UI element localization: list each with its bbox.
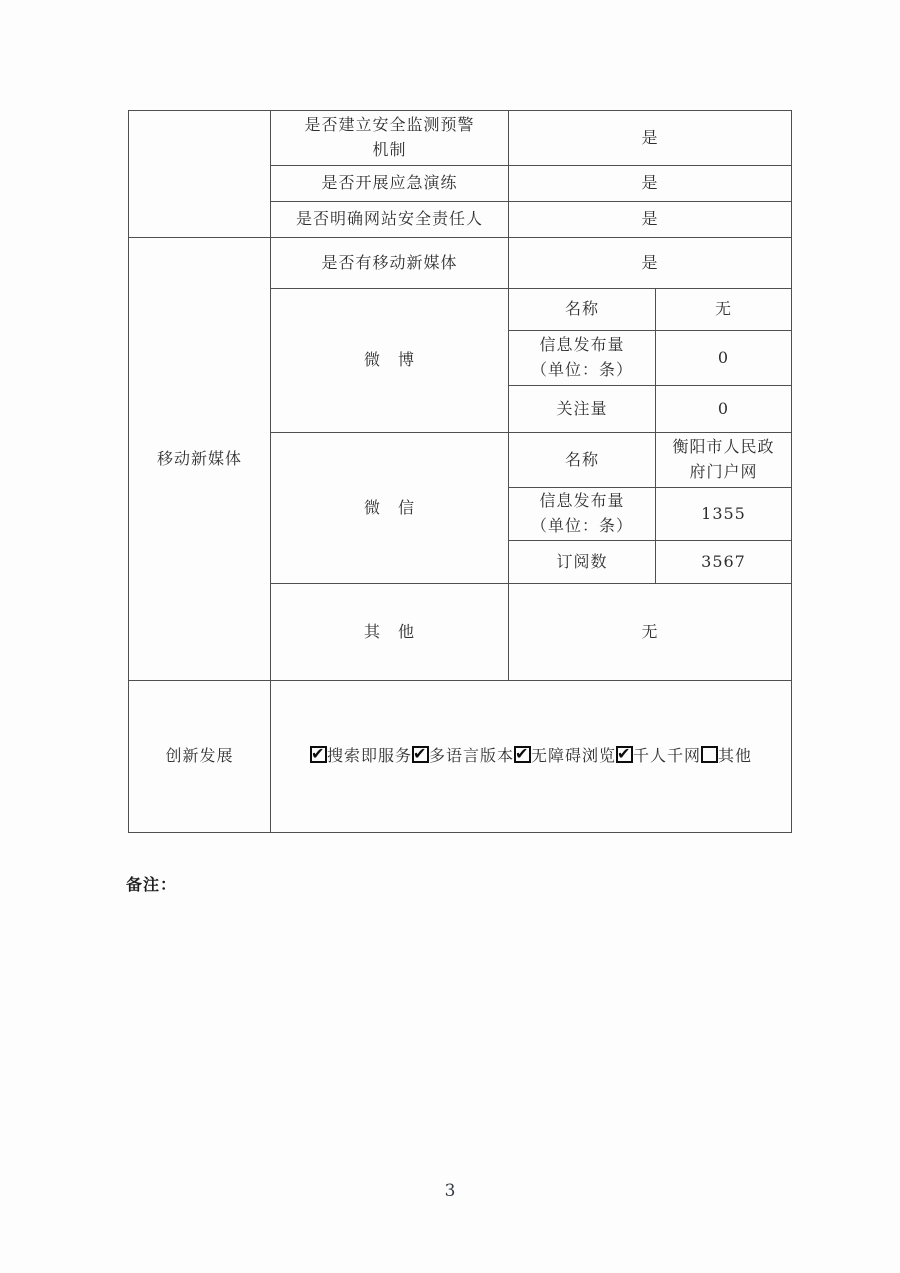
weibo-followers-label: 关注量 xyxy=(509,386,656,433)
weibo-name-value: 无 xyxy=(656,289,792,331)
checkbox-icon[interactable] xyxy=(310,746,327,763)
innovation-option-personalized xyxy=(616,746,701,765)
page-number: 3 xyxy=(444,1181,456,1201)
option-label: 其他 xyxy=(718,746,753,766)
weibo-posts-label-line2: （单位：条） xyxy=(530,360,633,379)
wechat-posts-label xyxy=(509,488,656,541)
weibo-posts-label xyxy=(509,331,656,386)
wechat-posts-value: 1355 xyxy=(656,488,792,541)
section-cell-empty xyxy=(129,111,271,238)
answer-has-mobile-media: 是 xyxy=(509,238,792,289)
innovation-options-cell xyxy=(271,681,792,833)
answer-security-officer: 是 xyxy=(509,202,792,238)
weibo-followers-value: 0 xyxy=(656,386,792,433)
weibo-name-label: 名称 xyxy=(509,289,656,331)
section-label-mobile-media: 移动新媒体 xyxy=(129,238,271,681)
wechat-posts-label-line1: 信息发布量 xyxy=(539,491,625,511)
answer-emergency-drill: 是 xyxy=(509,166,792,202)
innovation-option-accessibility xyxy=(514,746,616,765)
checkbox-icon[interactable] xyxy=(616,746,633,763)
wechat-subscribers-label: 订阅数 xyxy=(509,541,656,584)
wechat-name-value xyxy=(656,433,792,488)
option-label: 千人千网 xyxy=(633,746,702,766)
wechat-label: 微 信 xyxy=(271,433,509,584)
wechat-posts-label-line2: （单位：条） xyxy=(530,516,633,535)
option-label: 无障碍浏览 xyxy=(530,746,616,766)
option-label: 搜索即服务 xyxy=(326,746,412,766)
other-media-label: 其 他 xyxy=(271,584,509,681)
question-security-officer: 是否明确网站安全责任人 xyxy=(271,202,509,238)
annual-report-table xyxy=(128,110,792,833)
answer-monitor-warning: 是 xyxy=(509,111,792,166)
question-monitor-warning xyxy=(271,111,509,166)
innovation-option-search xyxy=(310,746,412,765)
question-text-line2: 机制 xyxy=(372,140,407,159)
innovation-option-multilang xyxy=(412,746,514,765)
weibo-posts-label-line1: 信息发布量 xyxy=(539,335,625,355)
question-has-mobile-media: 是否有移动新媒体 xyxy=(271,238,509,289)
wechat-name-value-line1: 衡阳市人民政 xyxy=(672,437,775,457)
weibo-posts-value: 0 xyxy=(656,331,792,386)
wechat-name-label: 名称 xyxy=(509,433,656,488)
checkbox-icon[interactable] xyxy=(412,746,429,763)
innovation-option-other xyxy=(701,746,752,765)
section-label-innovation: 创新发展 xyxy=(129,681,271,833)
wechat-name-value-line2: 府门户网 xyxy=(689,462,758,481)
checkbox-icon[interactable] xyxy=(514,746,531,763)
question-emergency-drill: 是否开展应急演练 xyxy=(271,166,509,202)
option-label: 多语言版本 xyxy=(428,746,514,766)
question-text-line1: 是否建立安全监测预警 xyxy=(304,115,475,135)
weibo-label: 微 博 xyxy=(271,289,509,433)
notes-label: 备注： xyxy=(126,875,178,894)
checkbox-icon[interactable] xyxy=(701,746,718,763)
wechat-subscribers-value: 3567 xyxy=(656,541,792,584)
other-media-value: 无 xyxy=(509,584,792,681)
